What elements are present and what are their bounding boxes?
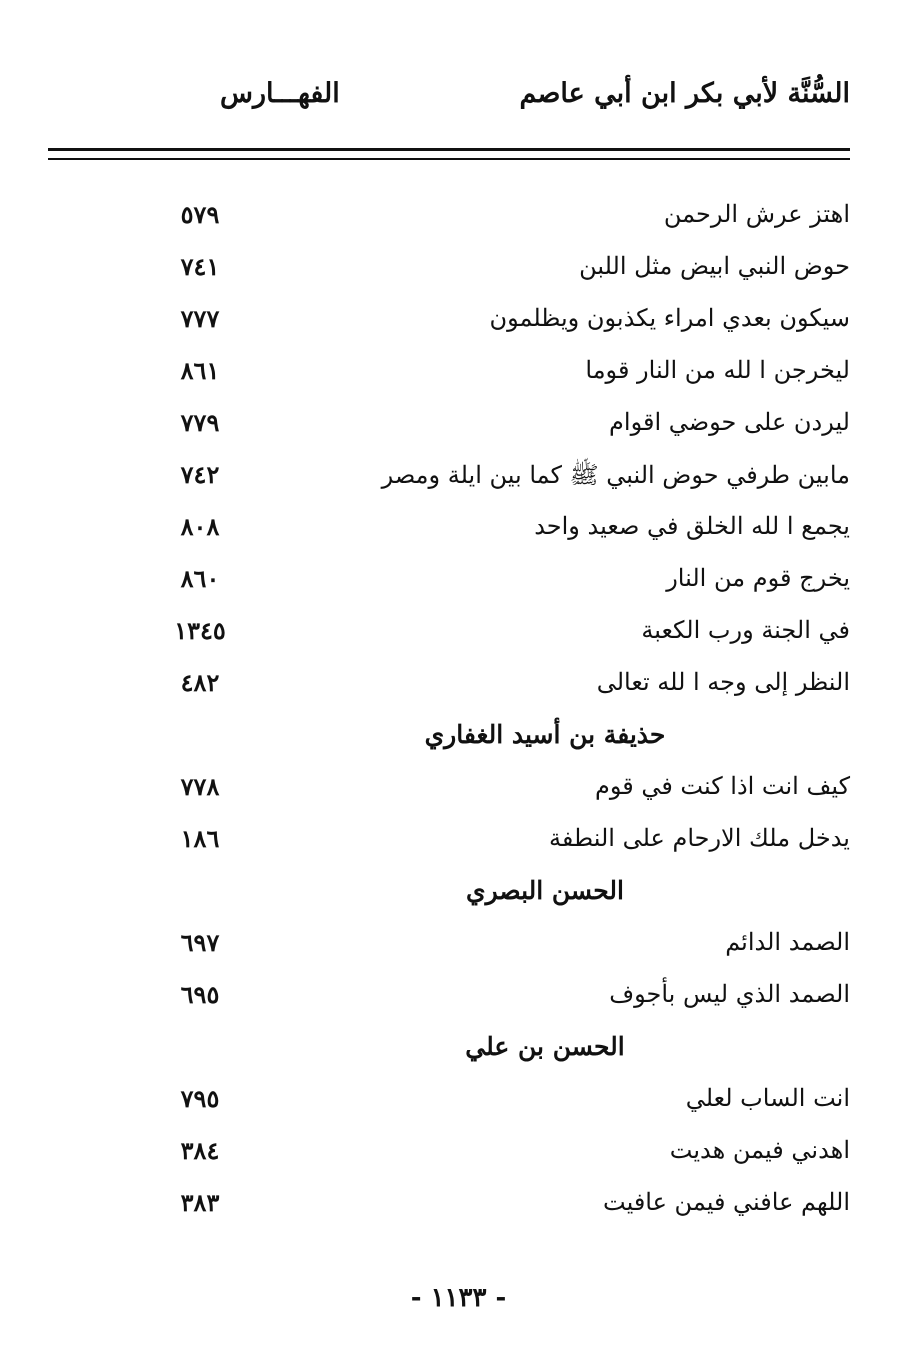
hadith-text: النظر إلى وجه ا لله تعالى — [596, 668, 850, 696]
index-entry — [150, 1180, 850, 1232]
hadith-text: انت الساب لعلي — [685, 1084, 850, 1112]
index-list — [150, 192, 850, 1232]
hadith-text: يخرج قوم من النار — [666, 564, 850, 592]
index-entry — [150, 920, 850, 972]
narrator-heading — [150, 712, 850, 764]
hadith-text: يجمع ا لله الخلق في صعيد واحد — [534, 512, 850, 540]
hadith-text: كيف انت اذا كنت في قوم — [594, 772, 850, 800]
hadith-number: ٧٤١ — [180, 252, 220, 281]
index-entry — [150, 660, 850, 712]
hadith-text: في الجنة ورب الكعبة — [641, 616, 850, 644]
index-entry — [150, 556, 850, 608]
hadith-number: ٦٩٧ — [180, 928, 220, 957]
index-entry — [150, 400, 850, 452]
section-title: الفهـــارس — [220, 78, 340, 109]
hadith-text: اللهم عافني فيمن عافيت — [603, 1188, 850, 1216]
page-header — [60, 78, 850, 128]
index-entry — [150, 244, 850, 296]
narrator-name: حذيفة بن أسيد الغفاري — [424, 720, 666, 749]
hadith-text: الصمد الدائم — [725, 928, 850, 956]
hadith-number: ٧٧٨ — [180, 772, 220, 801]
header-rule-thick — [48, 148, 850, 151]
hadith-text: اهدني فيمن هديت — [669, 1136, 850, 1164]
hadith-text: ليخرجن ا لله من النار قوما — [585, 356, 850, 384]
index-entry — [150, 608, 850, 660]
index-entry — [150, 348, 850, 400]
narrator-heading — [150, 868, 850, 920]
index-entry — [150, 296, 850, 348]
hadith-number: ٨٦١ — [180, 356, 220, 385]
index-entry — [150, 972, 850, 1024]
hadith-number: ١٨٦ — [180, 824, 220, 853]
header-rule-thin — [48, 158, 850, 160]
narrator-name: الحسن البصري — [466, 876, 624, 905]
hadith-number: ٧٧٩ — [180, 408, 220, 437]
narrator-heading — [150, 1024, 850, 1076]
hadith-number: ٦٩٥ — [180, 980, 220, 1009]
hadith-text: مابين طرفي حوض النبي ﷺ كما بين ايلة ومصر — [381, 461, 850, 489]
hadith-number: ٣٨٣ — [180, 1188, 220, 1217]
hadith-text: اهتز عرش الرحمن — [663, 200, 850, 228]
narrator-name: الحسن بن علي — [465, 1032, 625, 1061]
hadith-text: حوض النبي ابيض مثل اللبن — [579, 252, 850, 280]
index-entry — [150, 1076, 850, 1128]
index-entry — [150, 764, 850, 816]
index-entry — [150, 816, 850, 868]
hadith-number: ٨٠٨ — [180, 512, 220, 541]
hadith-number: ٧٤٢ — [180, 460, 220, 489]
hadith-text: يدخل ملك الارحام على النطفة — [549, 824, 850, 852]
hadith-number: ٨٦٠ — [180, 564, 220, 593]
hadith-text: الصمد الذي ليس بأجوف — [609, 980, 850, 1008]
index-entry — [150, 1128, 850, 1180]
index-entry — [150, 192, 850, 244]
hadith-number: ٥٧٩ — [180, 200, 220, 229]
hadith-number: ٣٨٤ — [180, 1136, 220, 1165]
hadith-number: ٧٩٥ — [180, 1084, 220, 1113]
index-entry — [150, 504, 850, 556]
index-entry — [150, 452, 850, 504]
book-title: السُّنَّة لأبي بكر ابن أبي عاصم — [519, 78, 850, 109]
hadith-number: ٤٨٢ — [180, 668, 220, 697]
hadith-text: ليردن على حوضي اقوام — [609, 408, 850, 436]
hadith-number: ٧٧٧ — [180, 304, 220, 333]
hadith-text: سيكون بعدي امراء يكذبون ويظلمون — [489, 304, 850, 332]
page-number: - ١١٣٣ - — [410, 1283, 507, 1313]
hadith-number: ١٣٤٥ — [174, 616, 226, 645]
